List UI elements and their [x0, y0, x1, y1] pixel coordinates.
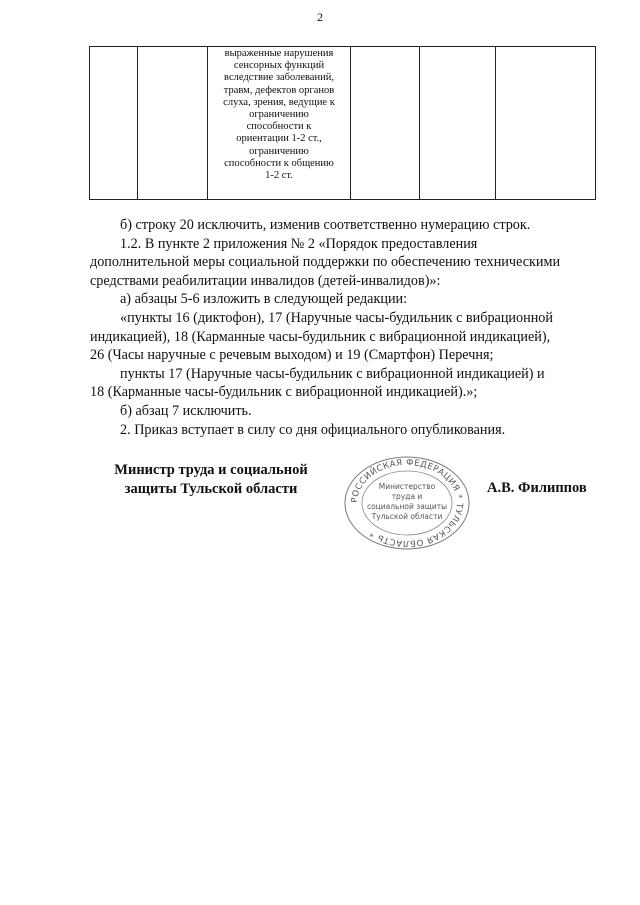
signatory-name: А.В. Филиппов [487, 480, 587, 496]
table-cell-line: ориентации 1-2 ст., [236, 133, 322, 145]
seal-inner-line: Министерство [378, 482, 436, 491]
seal-inner-line: Тульской области [371, 512, 443, 521]
table-cell-empty [138, 47, 208, 200]
paragraph-item-1-2-line: 1.2. В пункте 2 приложения № 2 «Порядок предоставления [120, 235, 478, 252]
table-cell-empty [496, 47, 596, 200]
paragraph-strike-row-20: б) строку 20 исключить, изменив соответственно нумерацию строк. [120, 217, 531, 233]
document-body [90, 216, 596, 439]
table-cell-line: слуха, зрения, ведущие к [223, 96, 335, 108]
paragraph-quote-line: 18 (Карманные часы-будильник с вибрационной индикацией).»; [90, 384, 478, 401]
signatory-title-line: защиты Тульской области [124, 481, 298, 497]
table-cell-line: ограничению [249, 109, 309, 121]
seal-inner-line: труда и [391, 492, 423, 501]
paragraph-item-1-2-line: дополнительной меры социальной поддержки по обеспечению техническими [90, 254, 561, 271]
paragraph-subitem-b: б) абзац 7 исключить. [120, 402, 252, 419]
table-cell-empty [351, 47, 420, 200]
table-cell-line: 1-2 ст. [265, 170, 293, 182]
page-number: 2 [317, 10, 323, 24]
table-cell-line: ограничению [249, 145, 309, 157]
paragraph-item-1-2-line: средствами реабилитации инвалидов (детей-инвалидов)»: [90, 272, 441, 289]
paragraph-quote-line: 26 (Часы наручные с речевым выходом) и 19 (Смартфон) Перечня; [90, 347, 494, 364]
paragraph-subitem-a: а) абзацы 5-6 изложить в следующей редакции: [120, 291, 408, 308]
paragraph-quote-line: индикацией), 18 (Карманные часы-будильник с вибрационной индикацией), [90, 328, 551, 345]
official-seal-icon [343, 455, 471, 551]
table-cell-line: вследствие заболеваний, [224, 72, 334, 84]
signatory-title-line: Министр труда и социальной [114, 462, 308, 478]
table-cell-line: выраженные нарушения [224, 48, 334, 59]
paragraph-quote-line: «пункты 16 (диктофон), 17 (Наручные часы-будильник с вибрационной [120, 309, 553, 326]
table-cell-empty [420, 47, 496, 200]
paragraph-effective-date: 2. Приказ вступает в силу со дня официального опубликования. [120, 421, 506, 438]
table-cell-empty [90, 47, 138, 200]
paragraph-quote-line: пункты 17 (Наручные часы-будильник с вибрационной индикацией) и [120, 365, 545, 382]
seal-inner-line: социальной защиты [366, 502, 448, 511]
table-cell-line: сенсорных функций [233, 60, 325, 72]
seal-outer-text: РОССИЙСКАЯ ФЕДЕРАЦИЯ * ТУЛЬСКАЯ ОБЛАСТЬ * [349, 457, 465, 549]
table-cell-description [208, 47, 351, 200]
table-row [90, 47, 596, 200]
document-table [89, 46, 596, 200]
signature-block [0, 455, 640, 549]
table-cell-line: травм, дефектов органов [223, 84, 335, 96]
table-cell-line: способности к общению [224, 157, 334, 169]
signatory-title [98, 461, 324, 499]
table-cell-line: способности к [246, 121, 312, 133]
